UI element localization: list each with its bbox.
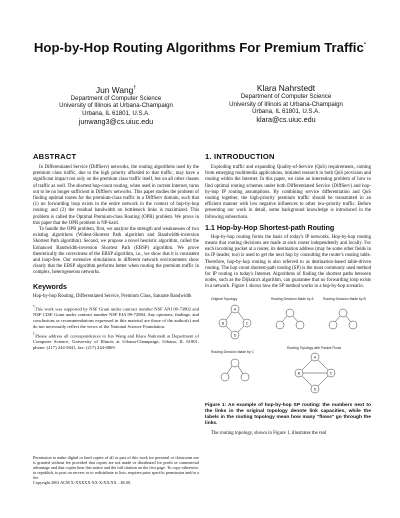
figure-label-packet: Routing Topology with Packet Flows [287, 345, 342, 350]
node-label: D [313, 386, 317, 391]
author-block-2 [196, 83, 376, 123]
abstract-paragraph-1: In Differentiated Service (DiffServ) networks, the routing algorithms used by the premium class traffic, due to the high priority afforded to that traffic, may have a significant impact not only on the premium class traffic itself, but on all other classes of traffic as well. The shortest hop-count routing, when used in current Internet, turns out to be no longer sufficient in DiffServ networks. This paper studies the problem of finding optimal routes for the premium-class traffic in a DiffServ domain, such that (1) no forwarding loop exists in the entire network in the context of hop-by-hop routing; and (2) the residual bandwidth on bottleneck links is maximized. This problem is called the Optimal Premium-class Routing (OPR) problem. We prove in this paper that the OPR problem is NP-hard. [33, 165, 199, 226]
figure-1 [205, 295, 371, 427]
node-label: A [233, 306, 237, 311]
node-label: C [329, 370, 333, 375]
footnotes [33, 305, 199, 351]
author-univ: University of Illinois at Urbana-Champaign [229, 100, 343, 108]
figure-label-dest-b: Routing Decision Made by B [323, 296, 366, 301]
subsection-paragraph: Hop-by-hop routing forms the basis of today's IP networks. Hop-by-hop routing means that routing decisions are made at each router independently and locally. For each incoming packet at a router, its destination address (may be some other fields in its IP header, too) is used to get the next hop by consulting the router's routing table. Therefore, hop-by-hop routing is also referred to as destination-based table-driven routing. The hop count shortest-path routing (SP) is the most commonly used method for IP routing in today's Internet. Algorithms of finding the shortest paths between nodes, such as the Dijkstra's algorithm, can guarantee that no forwarding loop exists in a network. Figure 1 shows how the SP method works in a hop-by-hop scenario. [205, 234, 371, 290]
abstract-paragraph-2: To handle the OPR problem, first, we analyze the strength and weaknesses of two existing algorithms (Widest-Shortest Path algorithm and Bandwidth-inversion Shortest Path algorithm). Second, we propose a novel heuristic algorithm, called the Enhanced Bandwidth-inversion Shortest Path (EBSP) algorithm. We prove theoretically the correctness of the EBSP algorithm, i.e., we show that it is consistent and loop-free. Our extensive simulations in different network environments show clearly that the EBSP algorithm performs better when routing the premium traffic in complex, heterogeneous networks. [33, 227, 199, 276]
left-column [33, 152, 199, 351]
subsection-heading: 1.1 Hop-by-Hop Shortest-path Routing [205, 223, 335, 232]
author-dept: Department of Computer Science [70, 94, 162, 102]
author-email[interactable]: junwang3@cs.uiuc.edu [78, 116, 154, 126]
node-label: B [221, 320, 225, 325]
figure-label-dest-c: Routing Decision Made by C [211, 349, 254, 354]
node-label: B [297, 370, 301, 375]
right-column [205, 152, 371, 437]
permission-notice [33, 455, 199, 486]
author-block-1 [26, 83, 206, 125]
author-email[interactable]: klara@cs.uiuc.edu [256, 114, 316, 124]
node-label: A [313, 354, 317, 359]
author-city: Urbana, IL 61801, U.S.A. [252, 108, 320, 116]
keywords-text: Hop-by-hop Routing, Differentiated Service, Premium Class, Saturate Bandwidth [33, 293, 192, 299]
intro-heading: 1. INTRODUCTION [205, 152, 275, 161]
author-univ: University of Illinois at Urbana-Champaign [59, 102, 173, 110]
footnote-2: †Please address all correspondences to Jun Wang and Klara Nahrstedt at Department of Computer Science, University of Illinois at Urbana-Champaign, Urbana, IL 61801, phone: (217) 244-5841, fax: (217) 244-6869. [33, 332, 200, 351]
figure-1-caption: Figure 1: An example of hop-by-hop SP routing: the numbers next to the links in the original topology denote link capacities, while the labels in the routing topology mean how many "flows" go through the links. [205, 402, 371, 426]
footnote-1: *This work was supported by NSF Grant under contract number NSF ANI 00-73802 and NSF CISE Grant under contract number NSF EIA 99-72884. Any opinions, findings, and conclusions or recommendations expressed in this material are those of the author(s) and do not necessarily reflect the views of the National Science Foundation. [33, 304, 199, 329]
author-name: Klara Nahrstedt [256, 83, 316, 93]
figure-label-original: Original Topology [211, 296, 238, 301]
author-name: Jun Wang† [95, 84, 137, 95]
keywords-heading: Keywords [33, 282, 67, 291]
permission-text: Permission to make digital or hard copies of all or part of this work for personal or classroom use is granted without fee provided that copies are not made or distributed for profit or commercial advantage and that copies bear this notice and the full citation on the first page. To copy otherwise, to republish, to post on servers or to redistribute to lists, requires prior specific permission and/or a fee. [33, 455, 199, 481]
intro-paragraph: Exploding traffic and expanding Quality-of-Service (QoS) requirements, coming from emerging multimedia applications, initiated research in both QoS provision and routing within the Internet. In this paper, we raise an interesting problem of how to find optimal routing schemes under both Differentiated Service (DiffServ) and hop-by-hop IP routing assumptions. By combining service differentiation and QoS routing together, the high-priority premium traffic should be transmitted in an efficient manner with low negative influences to other low-priority traffic. Before presenting our work in detail, some background knowledge is introduced in the following subsections. [205, 165, 371, 220]
continued-paragraph: The routing topology, shown in Figure 1, illustrates the real [211, 431, 327, 437]
figure-label-dest-a: Routing Decision Made by A [271, 296, 314, 301]
abstract-heading: ABSTRACT [33, 152, 77, 161]
author-city: Urbana, IL 61801, U.S.A. [82, 109, 150, 117]
copyright-text: Copyright 2001 ACM X-XXXXX-XX-X/XX/XX ...$5.00. [33, 480, 132, 486]
figure-1-diagram [205, 295, 371, 395]
paper-title: Hop-by-Hop Routing Algorithms For Premium Traffic* [33, 40, 367, 55]
title-footnote-mark: * [363, 42, 367, 49]
author-dept: Department of Computer Science [240, 93, 332, 100]
node-label: C [245, 320, 249, 325]
node-label: D [233, 332, 237, 337]
